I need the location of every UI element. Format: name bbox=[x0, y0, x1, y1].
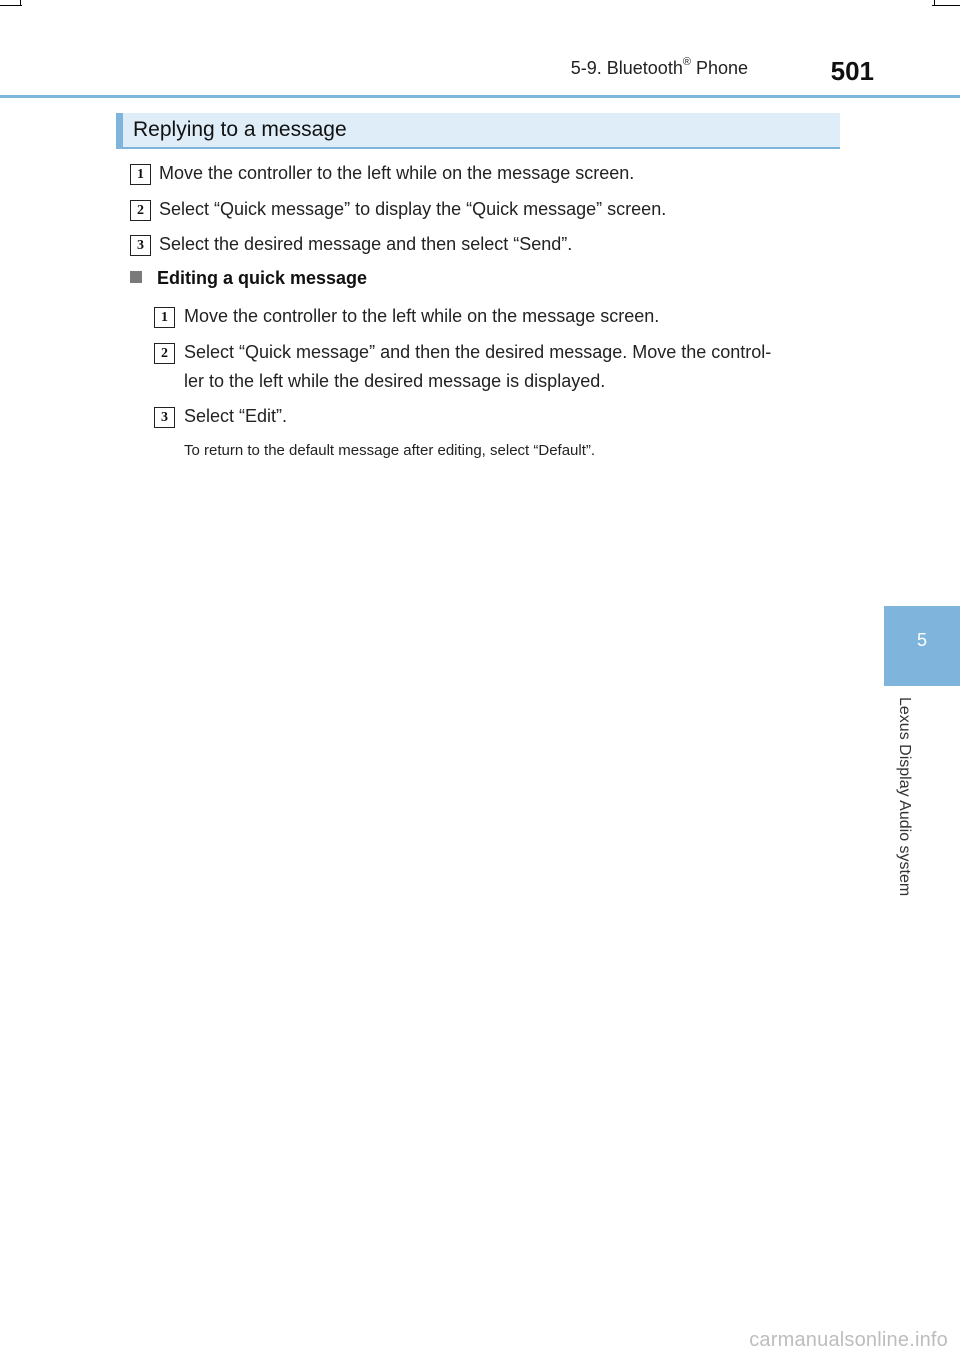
step-number: 3 bbox=[130, 235, 151, 256]
page-number: 501 bbox=[830, 56, 874, 86]
step-text: Select “Quick message” to display the “Quick message” screen. bbox=[159, 199, 667, 219]
crop-mark bbox=[0, 5, 22, 6]
step-number: 3 bbox=[154, 407, 175, 428]
step-text: Move the controller to the left while on the message screen. bbox=[184, 306, 660, 326]
chapter-number: 5 bbox=[916, 630, 927, 650]
step-number: 2 bbox=[130, 200, 151, 221]
crop-mark bbox=[932, 5, 960, 6]
chapter-label: Lexus Display Audio system bbox=[896, 697, 913, 897]
step-number: 1 bbox=[130, 164, 151, 185]
section-accent bbox=[116, 113, 123, 147]
step-text: Select “Quick message” and then the desired message. Move the control- bbox=[184, 342, 772, 362]
subsection-heading: Editing a quick message bbox=[130, 268, 367, 289]
section-heading-bar bbox=[116, 113, 840, 149]
step-number: 1 bbox=[154, 307, 175, 328]
note-text: To return to the default message after editing, select “Default”. bbox=[184, 442, 596, 459]
step-text-continued: ler to the left while the desired message is displayed. bbox=[184, 371, 606, 391]
watermark: carmanualsonline.info bbox=[749, 1329, 948, 1351]
header-divider bbox=[0, 95, 960, 98]
step-number: 2 bbox=[154, 343, 175, 364]
section-title: Replying to a message bbox=[133, 118, 347, 141]
header-section-title: 5-9. Bluetooth® Phone bbox=[570, 56, 748, 78]
step-text: Select the desired message and then select “Send”. bbox=[159, 234, 573, 254]
square-bullet-icon bbox=[130, 271, 142, 283]
step-text: Move the controller to the left while on the message screen. bbox=[159, 163, 635, 183]
chapter-tab bbox=[884, 606, 960, 686]
step-text: Select “Edit”. bbox=[184, 406, 288, 426]
